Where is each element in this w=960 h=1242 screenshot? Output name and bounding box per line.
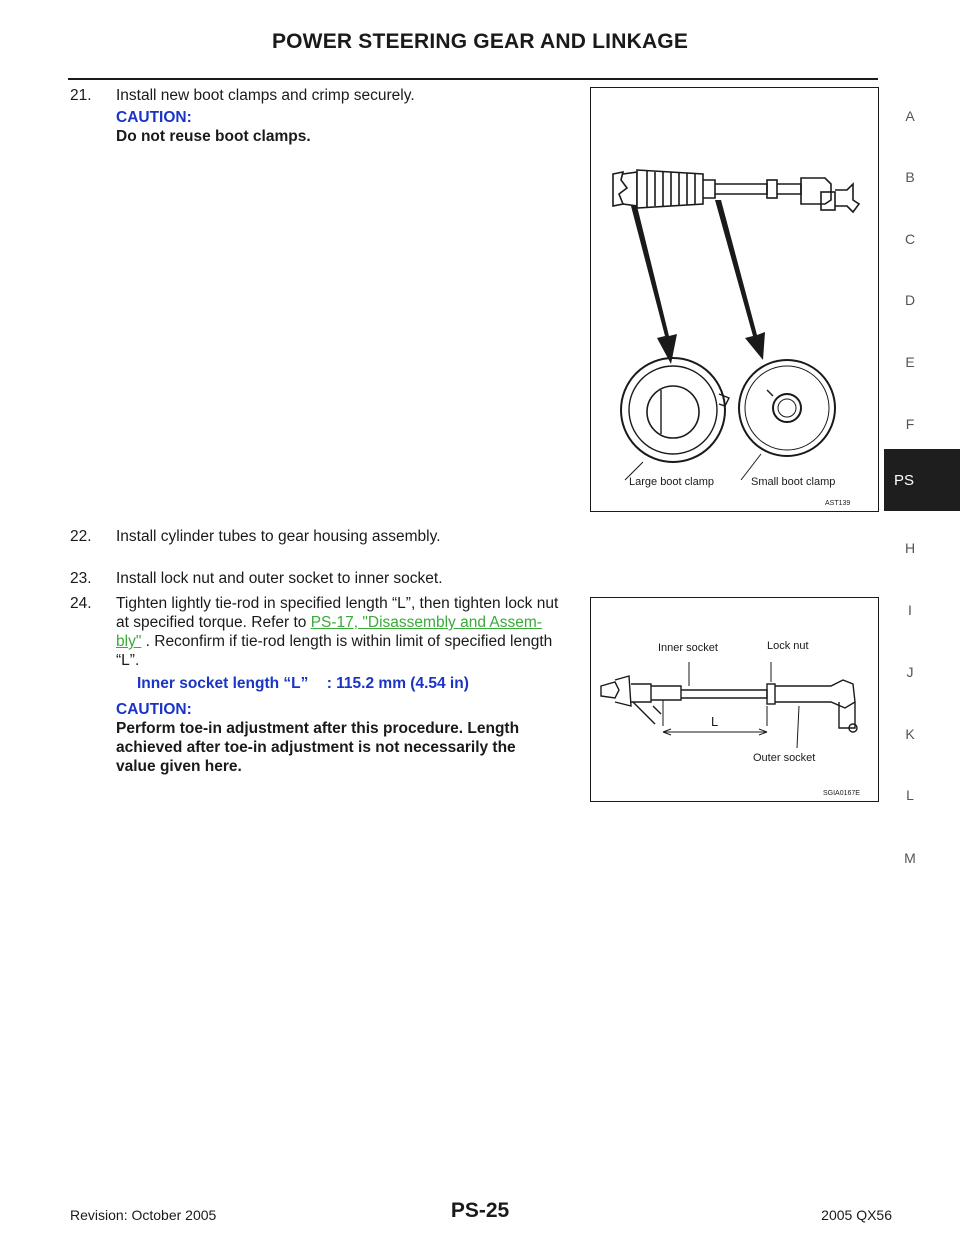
caution-heading: CAUTION: [116,109,192,126]
index-letter-j[interactable]: J [906,664,914,680]
step-text: Install cylinder tubes to gear housing assembly. [116,528,441,545]
index-letter-h[interactable]: H [904,540,916,556]
reference-link[interactable]: PS-17, "Disassembly and Assem- [310,614,542,631]
caution-heading: CAUTION: [116,701,192,718]
step-text-line: . Reconfirm if tie-rod length is within limit of specified length [141,633,553,650]
footer-revision: Revision: October 2005 [70,1207,217,1223]
length-l-label: L [711,714,719,729]
step-text: Install lock nut and outer socket to inner socket. [116,570,443,587]
footer-model: 2005 QX56 [821,1207,892,1223]
index-letter-e[interactable]: E [905,354,915,370]
inner-socket-label: Inner socket [658,642,718,654]
boot-clamp-figure [590,87,879,512]
step-text: Install new boot clamps and crimp securely. [116,87,415,104]
index-letter-d[interactable]: D [904,292,916,308]
caution-text: Perform toe-in adjustment after this procedure. Length [116,720,520,737]
step-number: 22. [70,528,92,545]
spec-value: : 115.2 mm (4.54 in) [326,675,469,692]
index-letter-l[interactable]: L [906,787,914,803]
index-letter-m[interactable]: M [904,850,916,866]
step-text-line: Tighten lightly tie-rod in specified length “L”, then tighten lock nut [116,595,559,612]
tie-rod-figure [590,597,879,802]
step-text-line: “L”. [116,652,140,669]
outer-socket-label: Outer socket [753,752,816,764]
tie-rod-illustration [591,598,878,801]
index-letter-f[interactable]: F [905,416,915,432]
index-letter-k[interactable]: K [905,726,915,742]
spec-row [137,674,469,693]
step-text-line: at specified torque. Refer to [116,614,311,631]
step-number: 24. [70,595,92,612]
step-number: 21. [70,87,92,104]
small-boot-clamp-label: Small boot clamp [751,476,836,488]
title-rule [68,78,878,80]
reference-link-continued[interactable]: bly" [116,633,142,650]
index-letter-b[interactable]: B [905,169,915,185]
index-tab-current[interactable]: PS [884,449,960,511]
figure-id: SGIA0167E [823,790,860,797]
index-letter-c[interactable]: C [904,231,916,247]
large-boot-clamp-label: Large boot clamp [629,476,714,488]
step-21 [70,86,580,156]
footer-page-number: PS-25 [450,1199,510,1222]
caution-text: Do not reuse boot clamps. [116,128,311,145]
caution-text: achieved after toe-in adjustment is not necessarily the [116,739,516,756]
step-22 [70,527,580,547]
caution-text: value given here. [116,758,242,775]
step-23 [70,569,580,589]
boot-clamp-illustration [591,88,878,511]
figure-id: AST139 [825,500,851,507]
lock-nut-label: Lock nut [767,640,809,652]
step-24 [70,594,582,774]
page-title: POWER STEERING GEAR AND LINKAGE [271,30,689,53]
index-letter-a[interactable]: A [905,108,915,124]
step-number: 23. [70,570,92,587]
index-letter-i[interactable]: I [908,602,912,618]
spec-label: Inner socket length “L” [137,675,309,692]
